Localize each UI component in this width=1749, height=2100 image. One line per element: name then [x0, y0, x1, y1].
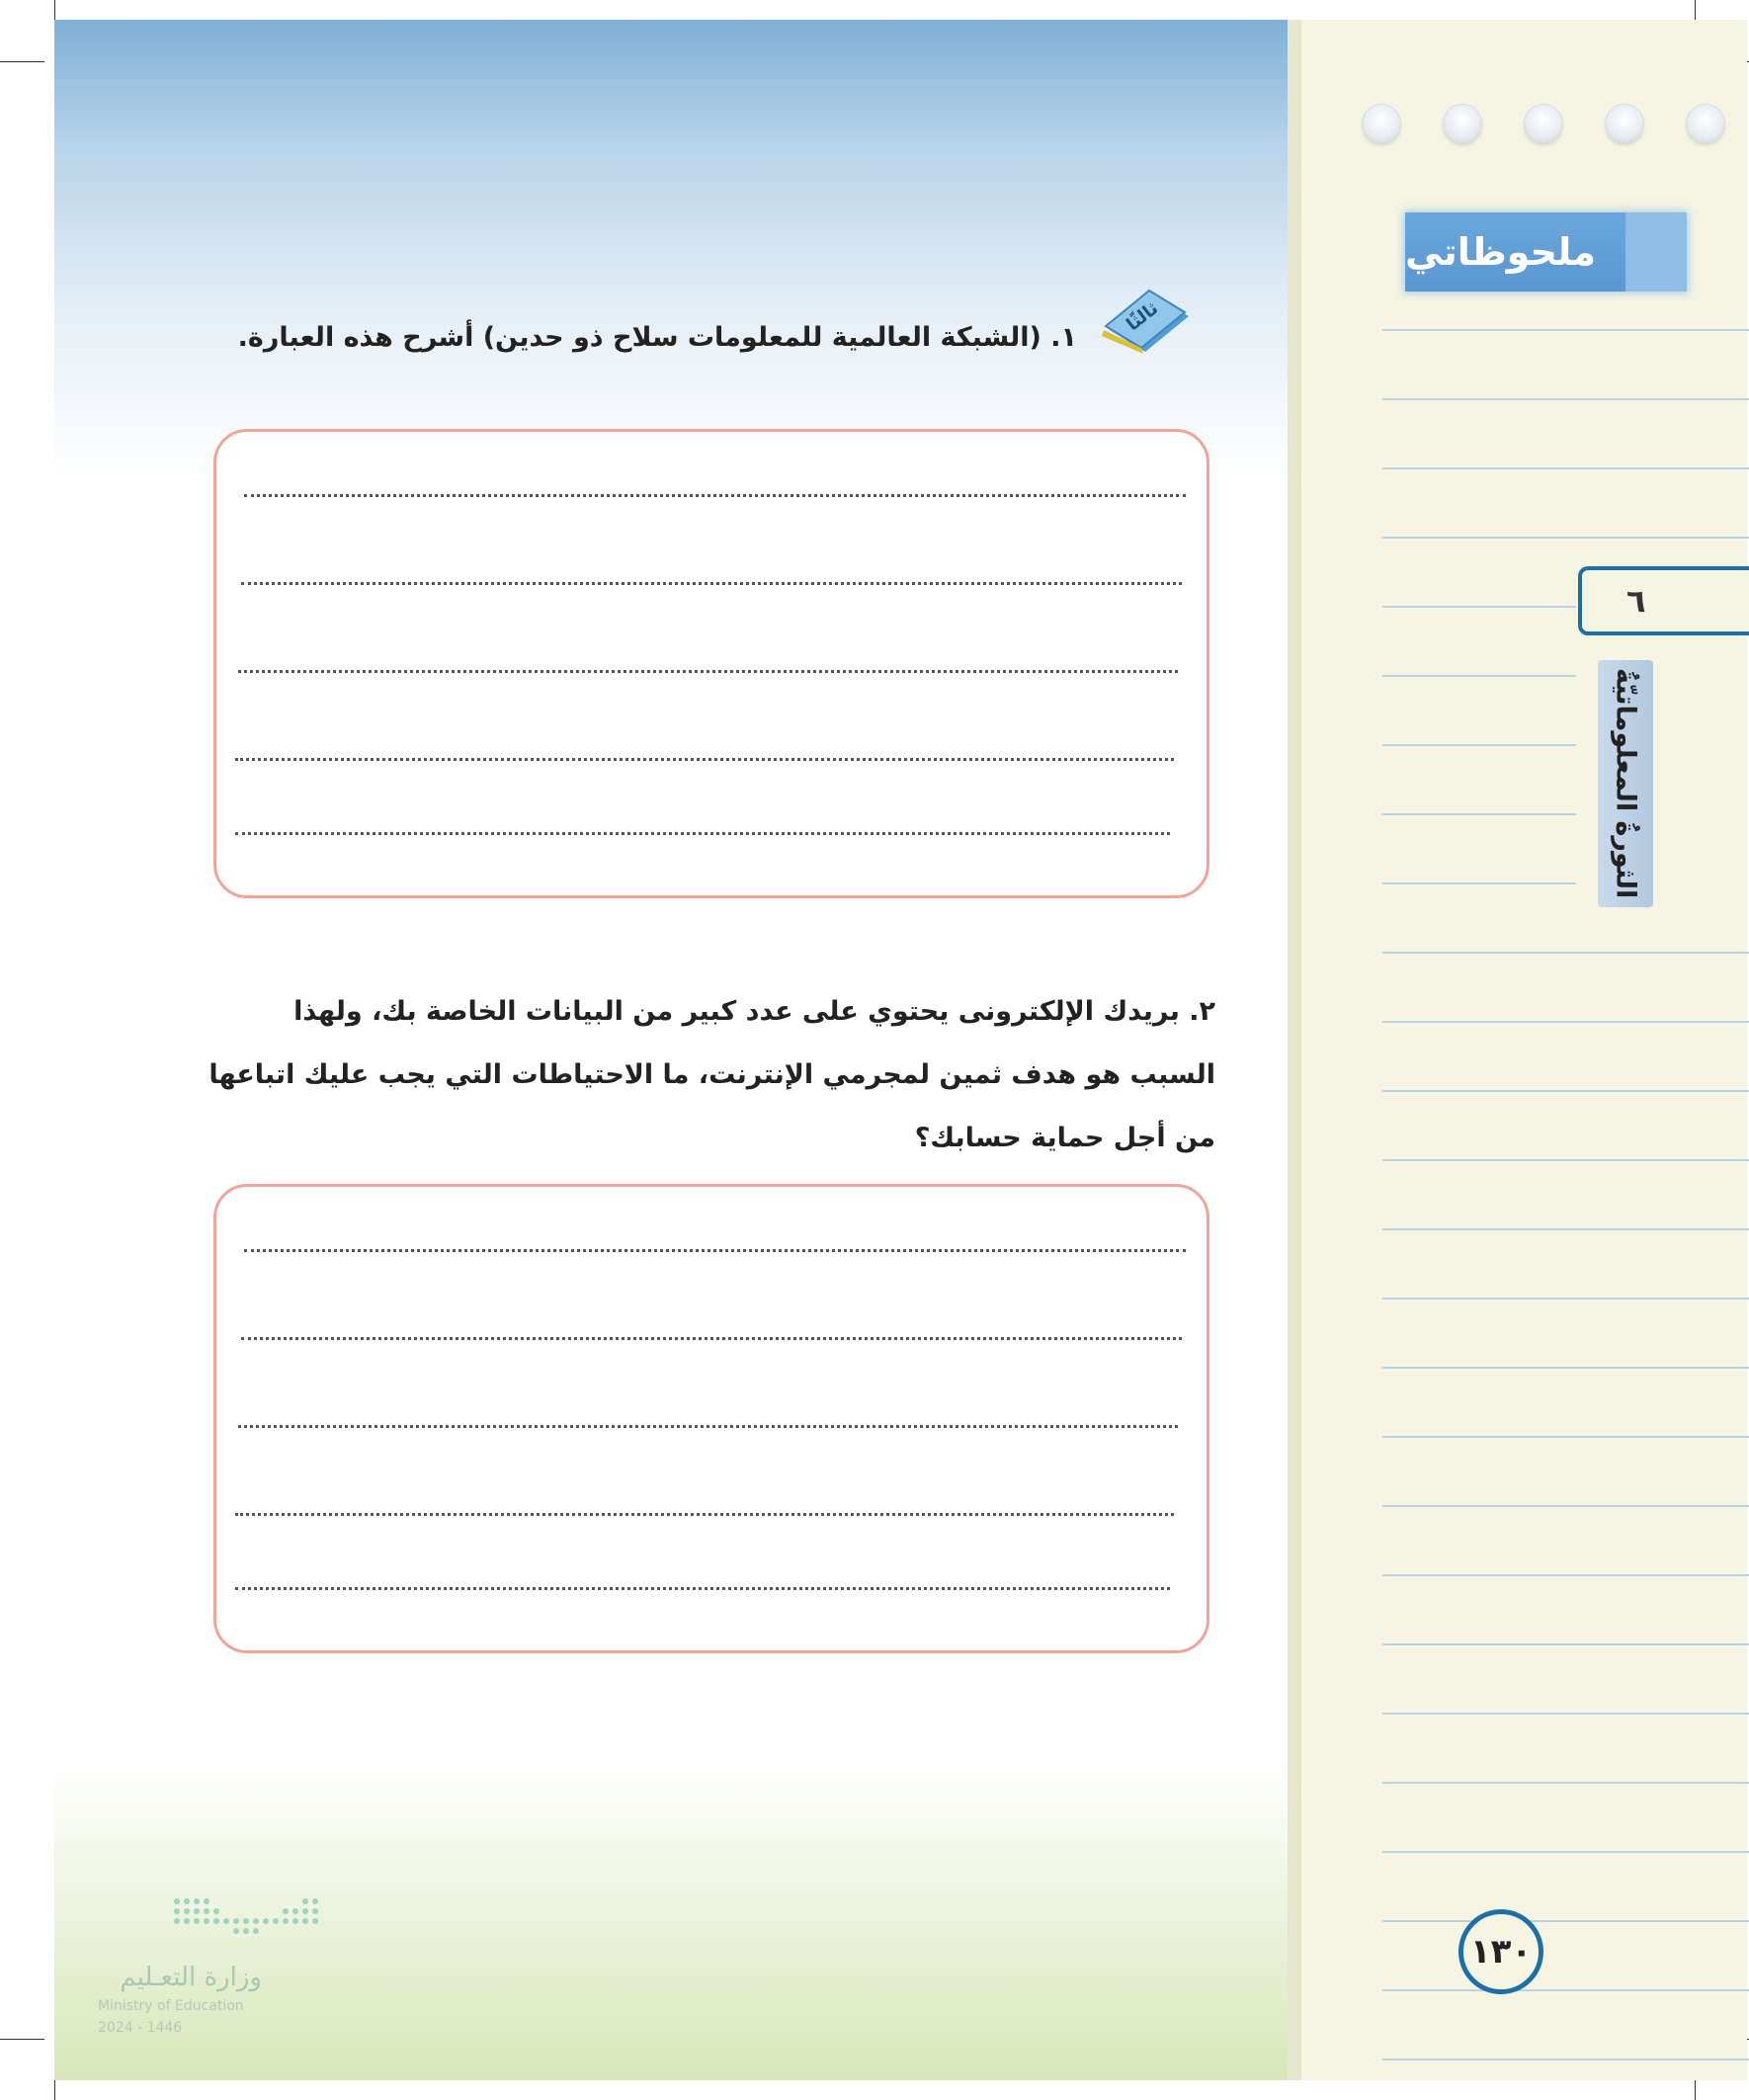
ministry-name-en: Ministry of Education	[98, 1998, 244, 2014]
note-line	[1382, 1159, 1749, 1161]
note-line	[1382, 1574, 1749, 1576]
note-line	[1382, 398, 1749, 400]
ministry-year: 2024 - 1446	[98, 2020, 183, 2036]
note-line	[1382, 1920, 1749, 1922]
notes-title-text: ملحوظاتي	[1405, 230, 1597, 274]
unit-number	[1578, 566, 1749, 635]
answer-line[interactable]	[235, 758, 1174, 761]
crop-mark	[0, 61, 44, 62]
binder-hole-icon	[1687, 105, 1724, 142]
answer-line[interactable]	[238, 1425, 1178, 1428]
answer-line[interactable]	[241, 582, 1182, 585]
unit-number-text: ٦	[1626, 582, 1646, 620]
note-line	[1382, 1228, 1749, 1230]
note-line	[1382, 1989, 1749, 1991]
answer-line[interactable]	[235, 832, 1170, 835]
section-badge-label: ثالثًا	[1123, 297, 1163, 336]
note-line	[1382, 1643, 1749, 1645]
note-line	[1382, 329, 1749, 331]
note-line	[1382, 1436, 1749, 1438]
note-line	[1382, 952, 1749, 954]
answer-line[interactable]	[238, 670, 1178, 673]
page-number-text: ١٣٠	[1469, 1932, 1533, 1972]
answer-line[interactable]	[235, 1587, 1170, 1590]
notes-panel	[1288, 20, 1747, 2080]
page-number	[1458, 1909, 1543, 1994]
binder-hole-icon	[1363, 105, 1400, 142]
note-line	[1382, 1298, 1749, 1300]
question-2: ٢. بريدك الإلكترونى يحتوي على عدد كبير من البيانات الخاصة بك، ولهذا السبب هو هدف ثمين لمجرمي الإنترنت، ما الاحتياطات التي يجب عليك اتباعها من أجل حماية حسابك؟	[208, 996, 1215, 1153]
unit-title: الثورةُ المعلوماتيّةُ	[1610, 668, 1641, 899]
section-badge	[1102, 287, 1193, 356]
answer-line[interactable]	[244, 1249, 1186, 1252]
note-line	[1382, 1021, 1749, 1023]
answer-line[interactable]	[235, 1513, 1174, 1516]
binder-hole-icon	[1525, 105, 1562, 142]
crop-mark	[0, 2039, 44, 2040]
note-line	[1382, 882, 1576, 884]
note-line	[1382, 1713, 1749, 1715]
note-line	[1382, 467, 1749, 469]
note-line	[1382, 1505, 1749, 1507]
answer-box-2[interactable]	[213, 1184, 1209, 1653]
tab-edge	[1625, 212, 1687, 292]
ministry-name-ar: وزارة التعـليم	[120, 1963, 262, 1992]
binder-hole-icon	[1444, 105, 1481, 142]
note-line	[1382, 1090, 1749, 1092]
note-line	[1382, 1782, 1749, 1784]
note-line	[1382, 537, 1749, 539]
answer-box-1[interactable]	[213, 429, 1209, 898]
note-line	[1382, 1367, 1749, 1369]
ministry-logo	[94, 1895, 331, 2034]
note-line	[1382, 2058, 1749, 2060]
answer-line[interactable]	[241, 1337, 1182, 1340]
note-line	[1382, 744, 1576, 746]
binder-hole-icon	[1606, 105, 1643, 142]
answer-line[interactable]	[244, 494, 1186, 497]
question-1: ١. (الشبكة العالمية للمعلومات سلاح ذو حدين) أشرح هذه العبارة.	[237, 322, 1077, 353]
note-line	[1382, 606, 1576, 608]
note-line	[1382, 675, 1576, 677]
ministry-logo-icon	[171, 1895, 329, 1945]
note-line	[1382, 1851, 1749, 1853]
notes-title	[1405, 212, 1687, 292]
note-line	[1382, 813, 1576, 815]
